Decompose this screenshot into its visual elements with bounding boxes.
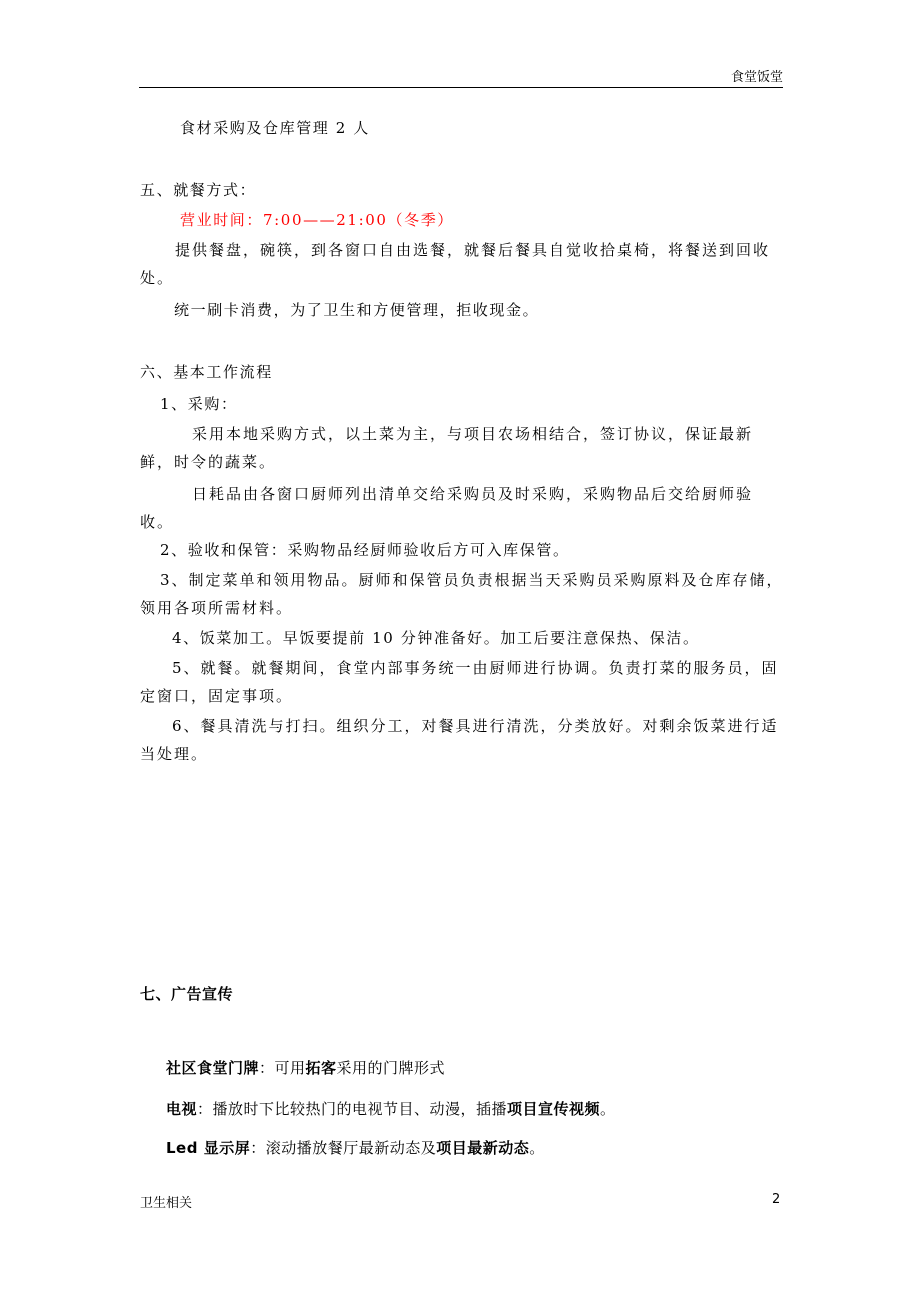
led-bold: 项目最新动态	[436, 1139, 530, 1157]
step-3: 3、制定菜单和领用物品。厨师和保管员负责根据当天采购员采购原料及仓库存储，领用各项所需材料。	[140, 571, 784, 617]
section6-heading: 六、基本工作流程	[140, 363, 273, 381]
led-label: Led 显示屏	[166, 1139, 251, 1157]
ad-sign-line	[166, 1054, 445, 1082]
footer-left: 卫生相关	[140, 1196, 193, 1211]
sign-label: 社区食堂门牌	[166, 1059, 260, 1077]
business-hours: 营业时间：7:00——21:00（冬季）	[180, 211, 454, 229]
step-4: 4、饭菜加工。早饭要提前 10 分钟准备好。加工后要注意保热、保洁。	[172, 629, 700, 647]
staff-line: 食材采购及仓库管理 2 人	[180, 119, 370, 137]
step-2: 2、验收和保管：采购物品经厨师验收后方可入库保管。	[160, 541, 570, 559]
purchase-paragraph-2: 日耗品由各窗口厨师列出清单交给采购员及时采购，采购物品后交给厨师验收。	[140, 485, 754, 531]
led-end: 。	[529, 1139, 545, 1157]
step-6: 6、餐具清洗与打扫。组织分工，对餐具进行清洗，分类放好。对剩余饭菜进行适当处理。	[140, 717, 779, 763]
led-text: ：滚动播放餐厅最新动态及	[250, 1139, 437, 1157]
sign-bold: 拓客	[305, 1059, 337, 1077]
header-title: 食堂饭堂	[730, 70, 783, 85]
step-5: 5、就餐。就餐期间，食堂内部事务统一由厨师进行协调。负责打菜的服务员，固定窗口，固定事项。	[140, 659, 779, 705]
purchase-paragraph-1: 采用本地采购方式，以土菜为主，与项目农场相结合，签订协议，保证最新鲜，时令的蔬菜。	[140, 425, 754, 471]
sign-text-a: ：可用	[259, 1059, 306, 1077]
header-rule	[139, 87, 783, 88]
section7-heading: 七、广告宣传	[140, 985, 234, 1003]
section5-heading: 五、就餐方式：	[140, 181, 257, 199]
ad-tv-line	[166, 1095, 616, 1123]
ad-led-line	[166, 1134, 545, 1162]
section5-paragraph-1: 提供餐盘，碗筷，到各窗口自由选餐，就餐后餐具自觉收拾桌椅，将餐送到回收处。	[140, 241, 771, 287]
tv-end: 。	[600, 1100, 616, 1118]
sign-text-b: 采用的门牌形式	[336, 1059, 446, 1077]
tv-bold: 项目宣传视频	[507, 1100, 601, 1118]
page-number: 2	[772, 1192, 781, 1207]
section5-paragraph-2: 统一刷卡消费，为了卫生和方便管理，拒收现金。	[174, 301, 540, 319]
purchase-title: 1、采购：	[160, 395, 238, 413]
tv-label: 电视	[166, 1100, 198, 1118]
tv-text: ：播放时下比较热门的电视节目、动漫，插播	[197, 1100, 508, 1118]
